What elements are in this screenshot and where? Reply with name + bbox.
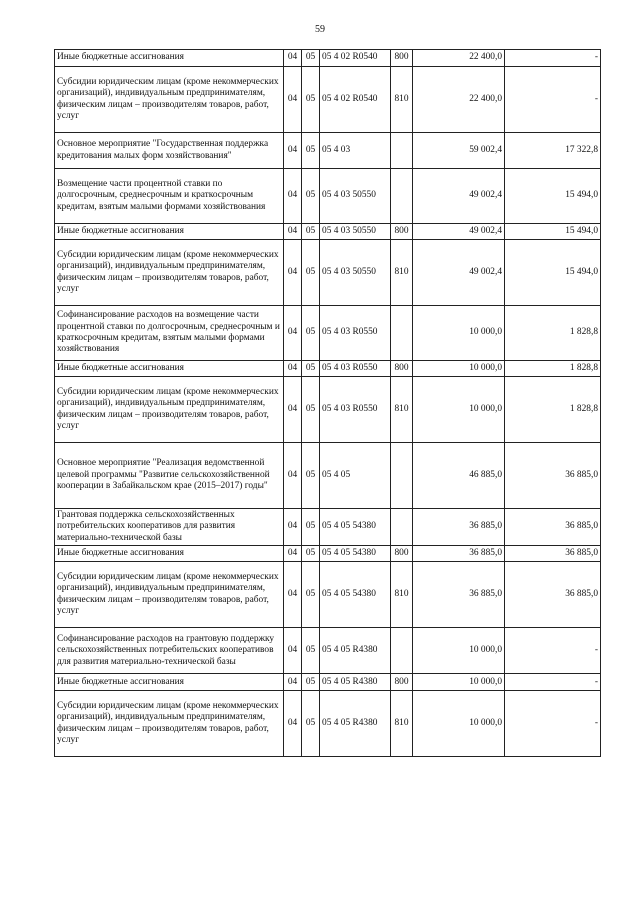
row-target-article-code: 05 4 02 R0540 bbox=[320, 67, 391, 133]
row-amount-actual: - bbox=[505, 674, 601, 691]
row-name: Иные бюджетные ассигнования bbox=[55, 50, 284, 67]
row-section-code: 04 bbox=[284, 50, 302, 67]
row-target-article-code: 05 4 05 bbox=[320, 443, 391, 509]
row-amount-actual: - bbox=[505, 691, 601, 757]
row-subsection-code: 05 bbox=[302, 224, 320, 240]
row-amount-actual: 36 885,0 bbox=[505, 546, 601, 562]
row-subsection-code: 05 bbox=[302, 361, 320, 377]
row-section-code: 04 bbox=[284, 691, 302, 757]
row-subsection-code: 05 bbox=[302, 509, 320, 546]
table-row bbox=[55, 691, 601, 757]
table-row bbox=[55, 169, 601, 224]
table-row bbox=[55, 361, 601, 377]
row-amount-actual: 1 828,8 bbox=[505, 377, 601, 443]
row-section-code: 04 bbox=[284, 224, 302, 240]
row-target-article-code: 05 4 03 50550 bbox=[320, 224, 391, 240]
row-target-article-code: 05 4 05 54380 bbox=[320, 562, 391, 628]
row-expense-type-code: 810 bbox=[391, 240, 413, 306]
row-amount-plan: 46 885,0 bbox=[413, 443, 505, 509]
table-row bbox=[55, 133, 601, 169]
budget-table-body bbox=[55, 50, 601, 757]
row-section-code: 04 bbox=[284, 67, 302, 133]
row-name: Субсидии юридическим лицам (кроме некоммерческих организаций), индивидуальным предпринимателям, физическим лицам – производителям товаров, работ, услуг bbox=[55, 377, 284, 443]
row-section-code: 04 bbox=[284, 361, 302, 377]
page-number: 59 bbox=[315, 24, 325, 35]
row-section-code: 04 bbox=[284, 133, 302, 169]
row-target-article-code: 05 4 03 R0550 bbox=[320, 306, 391, 361]
row-section-code: 04 bbox=[284, 443, 302, 509]
row-amount-plan: 49 002,4 bbox=[413, 169, 505, 224]
row-subsection-code: 05 bbox=[302, 674, 320, 691]
row-target-article-code: 05 4 02 R0540 bbox=[320, 50, 391, 67]
row-section-code: 04 bbox=[284, 240, 302, 306]
row-section-code: 04 bbox=[284, 509, 302, 546]
table-row bbox=[55, 306, 601, 361]
row-amount-actual: 15 494,0 bbox=[505, 240, 601, 306]
row-expense-type-code: 800 bbox=[391, 50, 413, 67]
row-subsection-code: 05 bbox=[302, 546, 320, 562]
row-subsection-code: 05 bbox=[302, 691, 320, 757]
row-amount-plan: 36 885,0 bbox=[413, 562, 505, 628]
row-subsection-code: 05 bbox=[302, 67, 320, 133]
row-expense-type-code bbox=[391, 169, 413, 224]
row-name: Возмещение части процентной ставки по долгосрочным, среднесрочным и краткосрочным кредитам, взятым малыми формами хозяйствования bbox=[55, 169, 284, 224]
row-amount-actual: 1 828,8 bbox=[505, 361, 601, 377]
row-section-code: 04 bbox=[284, 169, 302, 224]
row-name: Субсидии юридическим лицам (кроме некоммерческих организаций), индивидуальным предпринимателям, физическим лицам – производителям товаров, работ, услуг bbox=[55, 691, 284, 757]
row-amount-actual: 36 885,0 bbox=[505, 509, 601, 546]
row-amount-plan: 10 000,0 bbox=[413, 377, 505, 443]
table-row bbox=[55, 546, 601, 562]
row-expense-type-code: 810 bbox=[391, 67, 413, 133]
row-expense-type-code bbox=[391, 509, 413, 546]
row-amount-actual: - bbox=[505, 50, 601, 67]
row-amount-plan: 36 885,0 bbox=[413, 509, 505, 546]
row-amount-actual: 36 885,0 bbox=[505, 443, 601, 509]
row-target-article-code: 05 4 05 54380 bbox=[320, 509, 391, 546]
row-name: Грантовая поддержка сельскохозяйственных потребительских кооперативов для развития материально-технической базы bbox=[55, 509, 284, 546]
row-subsection-code: 05 bbox=[302, 377, 320, 443]
row-amount-plan: 10 000,0 bbox=[413, 306, 505, 361]
row-amount-actual: - bbox=[505, 67, 601, 133]
row-subsection-code: 05 bbox=[302, 240, 320, 306]
row-expense-type-code bbox=[391, 443, 413, 509]
row-target-article-code: 05 4 03 50550 bbox=[320, 169, 391, 224]
row-expense-type-code bbox=[391, 133, 413, 169]
row-amount-plan: 49 002,4 bbox=[413, 224, 505, 240]
row-expense-type-code: 800 bbox=[391, 674, 413, 691]
row-section-code: 04 bbox=[284, 674, 302, 691]
row-name: Иные бюджетные ассигнования bbox=[55, 546, 284, 562]
table-row bbox=[55, 377, 601, 443]
table-row bbox=[55, 674, 601, 691]
row-name: Субсидии юридическим лицам (кроме некоммерческих организаций), индивидуальным предпринимателям, физическим лицам – производителям товаров, работ, услуг bbox=[55, 67, 284, 133]
row-amount-actual: 1 828,8 bbox=[505, 306, 601, 361]
row-name: Софинансирование расходов на возмещение части процентной ставки по долгосрочным, среднесрочным и краткосрочным кредитам, взятым малыми формами хозяйствования bbox=[55, 306, 284, 361]
row-section-code: 04 bbox=[284, 628, 302, 674]
row-amount-actual: 15 494,0 bbox=[505, 169, 601, 224]
table-row bbox=[55, 509, 601, 546]
row-amount-actual: 15 494,0 bbox=[505, 224, 601, 240]
row-name: Софинансирование расходов на грантовую поддержку сельскохозяйственных потребительских кооперативов для развития материально-технической базы bbox=[55, 628, 284, 674]
row-target-article-code: 05 4 05 R4380 bbox=[320, 691, 391, 757]
row-name: Субсидии юридическим лицам (кроме некоммерческих организаций), индивидуальным предпринимателям, физическим лицам – производителям товаров, работ, услуг bbox=[55, 240, 284, 306]
row-subsection-code: 05 bbox=[302, 50, 320, 67]
row-target-article-code: 05 4 03 R0550 bbox=[320, 361, 391, 377]
table-row bbox=[55, 562, 601, 628]
table-row bbox=[55, 224, 601, 240]
row-amount-actual: 17 322,8 bbox=[505, 133, 601, 169]
row-name: Иные бюджетные ассигнования bbox=[55, 674, 284, 691]
row-name: Иные бюджетные ассигнования bbox=[55, 224, 284, 240]
row-amount-plan: 22 400,0 bbox=[413, 67, 505, 133]
row-expense-type-code: 800 bbox=[391, 224, 413, 240]
row-expense-type-code bbox=[391, 628, 413, 674]
row-amount-actual: 36 885,0 bbox=[505, 562, 601, 628]
row-expense-type-code: 800 bbox=[391, 361, 413, 377]
row-name: Субсидии юридическим лицам (кроме некоммерческих организаций), индивидуальным предпринимателям, физическим лицам – производителям товаров, работ, услуг bbox=[55, 562, 284, 628]
row-expense-type-code: 810 bbox=[391, 377, 413, 443]
row-name: Иные бюджетные ассигнования bbox=[55, 361, 284, 377]
table-row bbox=[55, 443, 601, 509]
row-subsection-code: 05 bbox=[302, 562, 320, 628]
row-name: Основное мероприятие "Государственная поддержка кредитования малых форм хозяйствования" bbox=[55, 133, 284, 169]
row-amount-plan: 10 000,0 bbox=[413, 628, 505, 674]
row-amount-plan: 10 000,0 bbox=[413, 691, 505, 757]
row-name: Основное мероприятие "Реализация ведомственной целевой программы "Развитие сельскохозяйственной кооперации в Забайкальском крае (2015–2017) годы" bbox=[55, 443, 284, 509]
row-subsection-code: 05 bbox=[302, 169, 320, 224]
table-row bbox=[55, 240, 601, 306]
row-section-code: 04 bbox=[284, 562, 302, 628]
row-subsection-code: 05 bbox=[302, 628, 320, 674]
row-subsection-code: 05 bbox=[302, 133, 320, 169]
row-expense-type-code: 800 bbox=[391, 546, 413, 562]
row-subsection-code: 05 bbox=[302, 306, 320, 361]
row-expense-type-code: 810 bbox=[391, 691, 413, 757]
row-subsection-code: 05 bbox=[302, 443, 320, 509]
row-amount-plan: 36 885,0 bbox=[413, 546, 505, 562]
row-target-article-code: 05 4 05 54380 bbox=[320, 546, 391, 562]
row-amount-plan: 10 000,0 bbox=[413, 674, 505, 691]
row-target-article-code: 05 4 03 R0550 bbox=[320, 377, 391, 443]
table-row bbox=[55, 50, 601, 67]
row-target-article-code: 05 4 05 R4380 bbox=[320, 628, 391, 674]
budget-table bbox=[54, 49, 601, 757]
row-amount-plan: 59 002,4 bbox=[413, 133, 505, 169]
row-target-article-code: 05 4 03 50550 bbox=[320, 240, 391, 306]
table-row bbox=[55, 628, 601, 674]
row-expense-type-code bbox=[391, 306, 413, 361]
row-section-code: 04 bbox=[284, 546, 302, 562]
row-amount-plan: 49 002,4 bbox=[413, 240, 505, 306]
row-target-article-code: 05 4 03 bbox=[320, 133, 391, 169]
row-amount-plan: 22 400,0 bbox=[413, 50, 505, 67]
row-amount-plan: 10 000,0 bbox=[413, 361, 505, 377]
table-row bbox=[55, 67, 601, 133]
row-amount-actual: - bbox=[505, 628, 601, 674]
row-section-code: 04 bbox=[284, 377, 302, 443]
row-section-code: 04 bbox=[284, 306, 302, 361]
row-expense-type-code: 810 bbox=[391, 562, 413, 628]
row-target-article-code: 05 4 05 R4380 bbox=[320, 674, 391, 691]
